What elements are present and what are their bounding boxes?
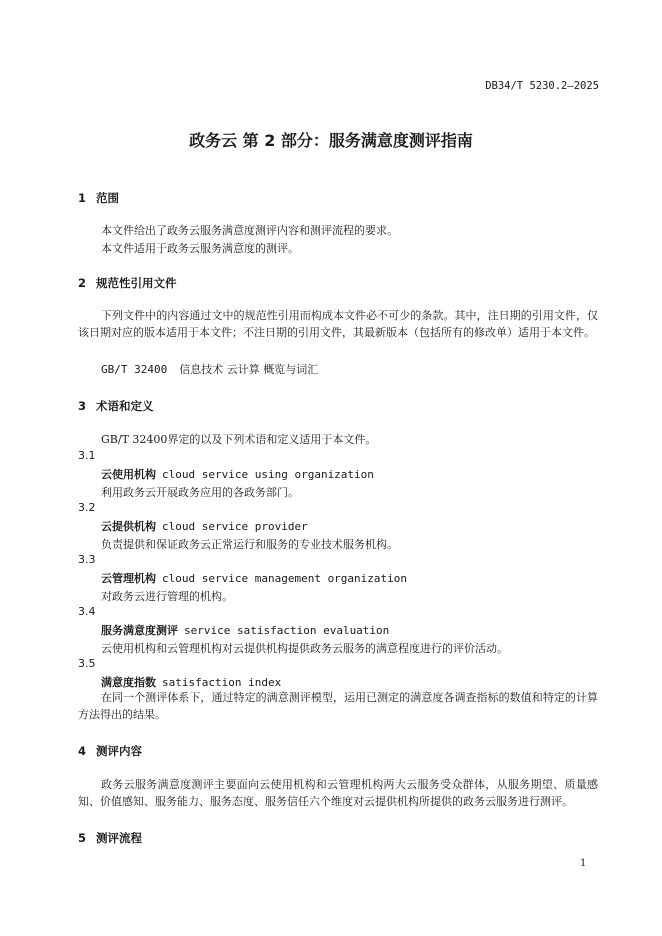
term-definition: 负责提供和保证政务云正常运行和服务的专业技术服务机构。 [101,538,398,551]
term-zh: 满意度指数 [101,676,156,689]
term-en: satisfaction index [162,676,282,689]
term-heading [101,518,308,534]
terms-intro: GB/T 32400界定的以及下列术语和定义适用于本文件。 [101,433,377,446]
term-number: 3.2 [78,501,96,514]
term-heading [101,466,374,482]
term-en: service satisfaction evaluation [184,624,390,637]
section-heading-evaluation-process [78,830,142,846]
term-en: cloud service using organization [162,468,374,481]
term-en: cloud service provider [162,520,308,533]
term-en: cloud service management organization [162,572,408,585]
section-heading-normative-references [78,275,177,291]
term-number: 3.1 [78,449,96,462]
term-zh: 云管理机构 [101,572,156,585]
term-heading [101,570,407,586]
term-zh: 服务满意度测评 [101,624,178,637]
term-zh: 云使用机构 [101,468,156,481]
reference-entry [101,361,318,377]
section-heading-scope [78,190,119,206]
section-title: 规范性引用文件 [96,276,177,290]
document-code: DB34/T 5230.2—2025 [485,80,599,92]
page-number: 1 [580,858,587,869]
section-title: 术语和定义 [96,399,154,413]
term-heading [101,622,389,638]
scope-paragraph-2: 本文件适用于政务云服务满意度的测评。 [101,242,299,255]
section-number: 2 [78,276,87,290]
term-number: 3.3 [78,553,96,566]
section-heading-evaluation-content [78,743,142,759]
section-number: 5 [78,831,87,845]
section-title: 测评流程 [96,831,142,845]
term-number: 3.4 [78,605,96,618]
section-number: 1 [78,191,87,205]
scope-paragraph-1: 本文件给出了政务云服务满意度测评内容和测评流程的要求。 [101,224,398,237]
normative-references-paragraph: 下列文件中的内容通过文中的规范性引用而构成本文件必不可少的条款。其中，注日期的引用文件，仅该日期对应的版本适用于本文件；不注日期的引用文件，其最新版本（包括所有的修改单）适用于本文件。 [78,309,598,339]
section-number: 3 [78,399,87,413]
section-title: 范围 [96,191,119,205]
term-heading [101,674,281,690]
evaluation-content-paragraph: 政务云服务满意度测评主要面向云使用机构和云管理机构两大云服务受众群体，从服务期望、质量感知、价值感知、服务能力、服务态度、服务信任六个维度对云提供机构所提供的政务云服务进行测评。 [78,778,598,808]
section-title: 测评内容 [96,744,142,758]
term-definition: 云使用机构和云管理机构对云提供机构提供政务云服务的满意程度进行的评价活动。 [101,642,508,655]
term-definition: 利用政务云开展政务应用的各政务部门。 [101,486,299,499]
term-definition: 在同一个测评体系下，通过特定的满意测评模型，运用已测定的满意度各调查指标的数值和特定的计算方法得出的结果。 [78,691,598,721]
section-heading-terms [78,398,154,414]
term-zh: 云提供机构 [101,520,156,533]
reference-code: GB/T 32400 [101,363,168,376]
reference-title: 信息技术 云计算 概览与词汇 [179,363,319,376]
term-definition: 对政务云进行管理的机构。 [101,590,233,603]
term-number: 3.5 [78,657,96,670]
section-number: 4 [78,744,87,758]
document-title: 政务云 第 2 部分：服务满意度测评指南 [189,131,473,150]
